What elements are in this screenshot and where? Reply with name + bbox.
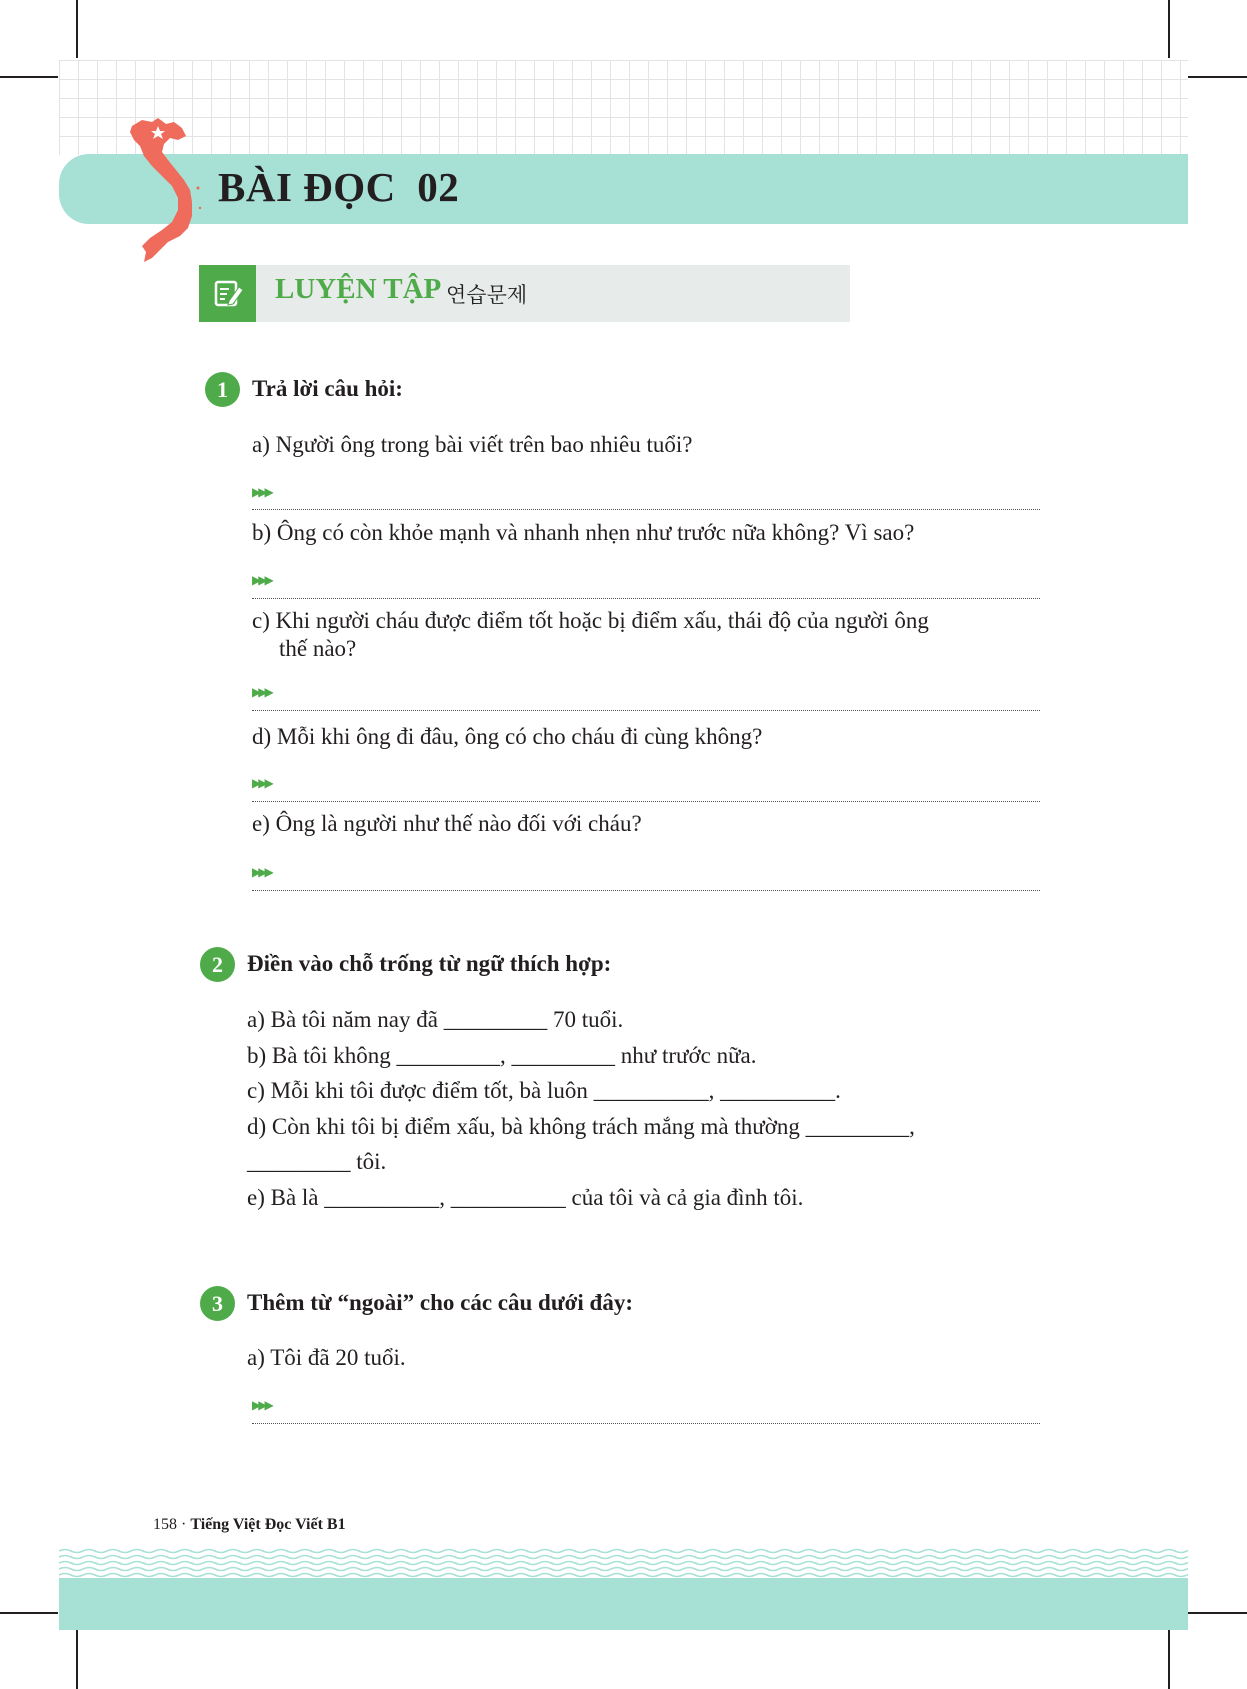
vietnam-map-icon (128, 118, 208, 264)
page-number: 158 (153, 1516, 177, 1533)
fill-line-a: a) Bà tôi năm nay đã _________ 70 tuổi. (247, 1007, 624, 1032)
question-d: d) Mỗi khi ông đi đâu, ông có cho cháu đi cùng không? (252, 724, 763, 749)
crop-mark (76, 0, 78, 58)
fill-line-b: b) Bà tôi không _________, _________ như trước nữa. (247, 1043, 757, 1068)
crop-mark (0, 76, 58, 78)
fill-line-d: d) Còn khi tôi bị điểm xấu, bà không trách mắng mà thường _________, (247, 1114, 915, 1139)
answer-arrow-icon: ▶▶▶ (252, 776, 271, 790)
exercise-number-badge: 2 (200, 947, 235, 982)
answer-line[interactable] (252, 1423, 1040, 1424)
bottom-band (59, 1578, 1188, 1630)
answer-line[interactable] (252, 598, 1040, 599)
crop-mark (76, 1630, 78, 1689)
answer-arrow-icon: ▶▶▶ (252, 573, 271, 587)
lesson-title: BÀI ĐỌC 02 (218, 164, 460, 210)
footer-separator: · (181, 1516, 187, 1533)
practice-icon-box (199, 265, 256, 322)
grid-background (59, 60, 1188, 155)
crop-mark (1188, 76, 1247, 78)
crop-mark (1188, 1612, 1247, 1614)
answer-line[interactable] (252, 509, 1040, 510)
answer-line[interactable] (252, 801, 1040, 802)
answer-arrow-icon: ▶▶▶ (252, 865, 271, 879)
answer-arrow-icon: ▶▶▶ (252, 685, 271, 699)
exercise-title: Thêm từ “ngoài” cho các câu dưới đây: (247, 1290, 633, 1315)
exercise-number-badge: 3 (200, 1286, 235, 1321)
exercise-title: Trả lời câu hỏi: (252, 376, 403, 401)
practice-label: LUYỆN TẬP (275, 273, 442, 305)
practice-korean-label: 연습문제 (446, 283, 528, 307)
answer-arrow-icon: ▶▶▶ (252, 485, 271, 499)
fill-line-c: c) Mỗi khi tôi được điểm tốt, bà luôn __________, __________. (247, 1078, 841, 1103)
question-e: e) Ông là người như thế nào đối với cháu? (252, 811, 642, 836)
answer-line[interactable] (252, 890, 1040, 891)
answer-arrow-icon: ▶▶▶ (252, 1398, 271, 1412)
question-a: a) Người ông trong bài viết trên bao nhiêu tuổi? (252, 432, 693, 457)
question-c-continued: thế nào? (279, 636, 357, 661)
question-b: b) Ông có còn khỏe mạnh và nhanh nhẹn như trước nữa không? Vì sao? (252, 520, 915, 545)
crop-mark (0, 1612, 58, 1614)
question-c: c) Khi người cháu được điểm tốt hoặc bị điểm xấu, thái độ của người ông (252, 608, 929, 633)
fill-line-d-continued: _________ tôi. (247, 1149, 387, 1174)
book-title: Tiếng Việt Đọc Viết B1 (190, 1516, 346, 1533)
wave-decoration (59, 1548, 1188, 1578)
page-footer (153, 1516, 346, 1534)
exercise-title: Điền vào chỗ trống từ ngữ thích hợp: (247, 951, 612, 976)
exercise-number-badge: 1 (205, 372, 240, 407)
answer-line[interactable] (252, 710, 1040, 711)
crop-mark (1168, 1630, 1170, 1689)
question-a: a) Tôi đã 20 tuổi. (247, 1345, 406, 1370)
crop-mark (1168, 0, 1170, 58)
fill-line-e: e) Bà là __________, __________ của tôi và cả gia đình tôi. (247, 1185, 804, 1210)
notepad-pencil-icon (199, 265, 256, 322)
